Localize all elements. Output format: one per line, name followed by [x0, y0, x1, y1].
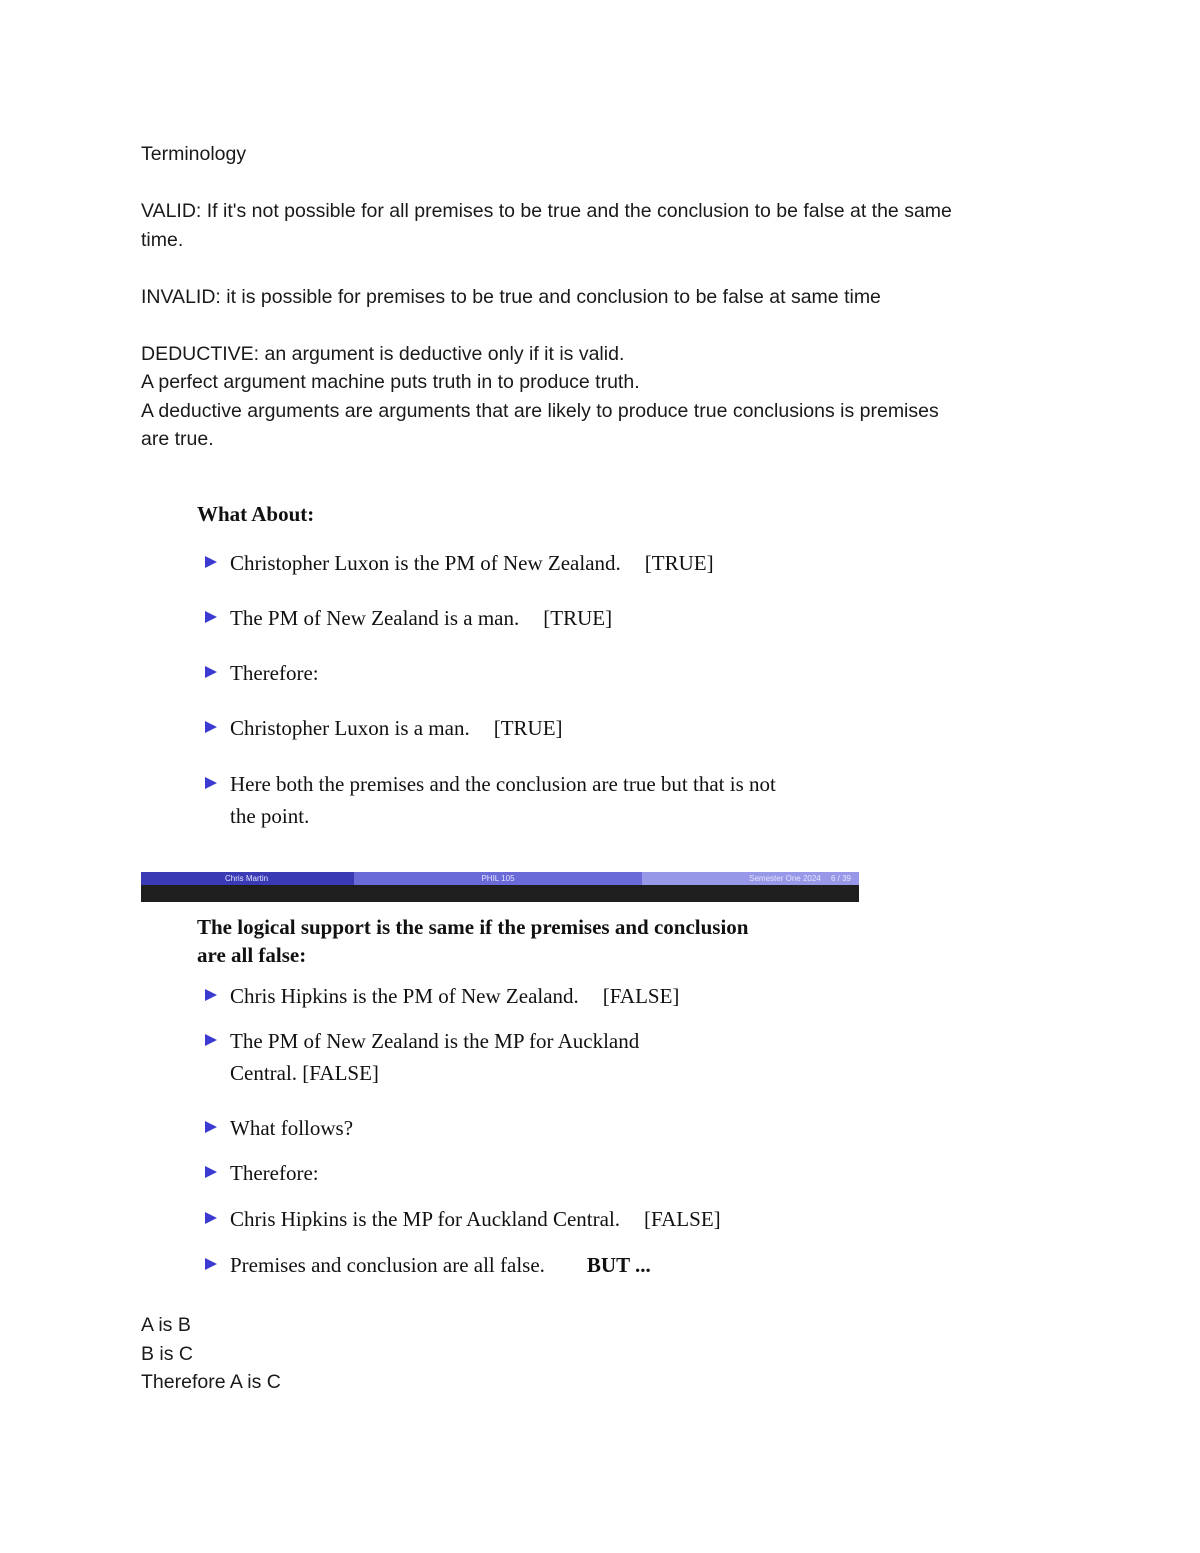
slide-heading-line1: The logical support is the same if the premises and conclusion — [197, 915, 749, 939]
bullet-item — [205, 602, 612, 634]
footer-term-segment — [642, 872, 859, 885]
valid-definition-line2: time. — [141, 228, 184, 251]
footer-course: PHIL 105 — [481, 874, 515, 883]
bullet-triangle-icon — [205, 1121, 217, 1133]
truth-tag: [TRUE] — [493, 716, 563, 740]
terminology-heading: Terminology — [141, 143, 247, 165]
deductive-arguments-line1: A deductive arguments are arguments that are likely to produce true conclusions is premises — [141, 399, 939, 422]
syllogism-line3: Therefore A is C — [141, 1371, 281, 1393]
bullet-text-line2: Central. [FALSE] — [230, 1061, 379, 1085]
bullet-text: Christopher Luxon is a man. — [230, 716, 470, 740]
bullet-item — [205, 712, 563, 744]
truth-tag: [TRUE] — [543, 606, 613, 630]
syllogism-line2: B is C — [141, 1342, 194, 1365]
bullet-item — [205, 547, 714, 579]
footer-author: Chris Martin — [225, 874, 269, 883]
bullet-item — [205, 1249, 651, 1281]
footer-page-number: 6 / 39 — [830, 874, 851, 883]
bullet-text: Therefore: — [230, 1161, 319, 1185]
bullet-item — [205, 657, 319, 689]
slide-divider-bar — [141, 885, 859, 902]
valid-definition-line1: VALID: If it's not possible for all premises to be true and the conclusion to be false at the same — [141, 200, 952, 222]
bullet-triangle-icon — [205, 556, 217, 568]
bullet-triangle-icon — [205, 777, 217, 789]
bullet-text-line1: The PM of New Zealand is the MP for Auckland — [230, 1029, 640, 1053]
bullet-text: Therefore: — [230, 661, 319, 685]
deductive-definition: DEDUCTIVE: an argument is deductive only if it is valid. — [141, 342, 625, 365]
bullet-triangle-icon — [205, 989, 217, 1001]
truth-tag: [FALSE] — [602, 984, 680, 1008]
bullet-triangle-icon — [205, 611, 217, 623]
bullet-triangle-icon — [205, 666, 217, 678]
bullet-text: Christopher Luxon is the PM of New Zealand. — [230, 551, 621, 575]
slide-heading-line2: are all false: — [197, 943, 307, 967]
truth-tag: [TRUE] — [644, 551, 714, 575]
bullet-triangle-icon — [205, 1166, 217, 1178]
invalid-definition: INVALID: it is possible for premises to be true and conclusion to be false at same time — [141, 285, 881, 308]
bullet-text: What follows? — [230, 1116, 354, 1140]
bullet-triangle-icon — [205, 1212, 217, 1224]
syllogism-line1: A is B — [141, 1314, 191, 1336]
bullet-item — [205, 1025, 639, 1089]
bullet-text-line1: Here both the premises and the conclusion are true but that is not — [230, 772, 776, 796]
bullet-triangle-icon — [205, 1258, 217, 1270]
bullet-text: Premises and conclusion are all false. — [230, 1253, 545, 1277]
bullet-text: Chris Hipkins is the PM of New Zealand. — [230, 984, 579, 1008]
bullet-item — [205, 1112, 353, 1144]
bullet-item — [205, 980, 679, 1012]
bullet-text: Chris Hipkins is the MP for Auckland Central. — [230, 1207, 621, 1231]
syllogism-notes — [141, 1311, 1051, 1397]
footer-course-segment — [354, 872, 642, 885]
footer-term: Semester One 2024 — [749, 874, 821, 883]
bullet-triangle-icon — [205, 1034, 217, 1046]
deductive-arguments-line2: are true. — [141, 428, 214, 450]
slide-what-about — [141, 490, 859, 840]
but-emphasis: BUT ... — [586, 1253, 651, 1277]
bullet-text: The PM of New Zealand is a man. — [230, 606, 520, 630]
bullet-item — [205, 768, 776, 832]
bullet-triangle-icon — [205, 721, 217, 733]
bullet-item — [205, 1203, 721, 1235]
bullet-item — [205, 1157, 319, 1189]
slide-footer-bar — [141, 872, 859, 885]
bullet-text-line2: the point. — [230, 804, 310, 828]
terminology-notes — [141, 140, 1051, 454]
slide-logical-support — [141, 902, 859, 1292]
slide-heading: What About: — [197, 502, 315, 526]
perfect-machine-note: A perfect argument machine puts truth in to produce truth. — [141, 371, 640, 393]
footer-author-segment — [141, 872, 354, 885]
truth-tag: [FALSE] — [644, 1207, 721, 1231]
